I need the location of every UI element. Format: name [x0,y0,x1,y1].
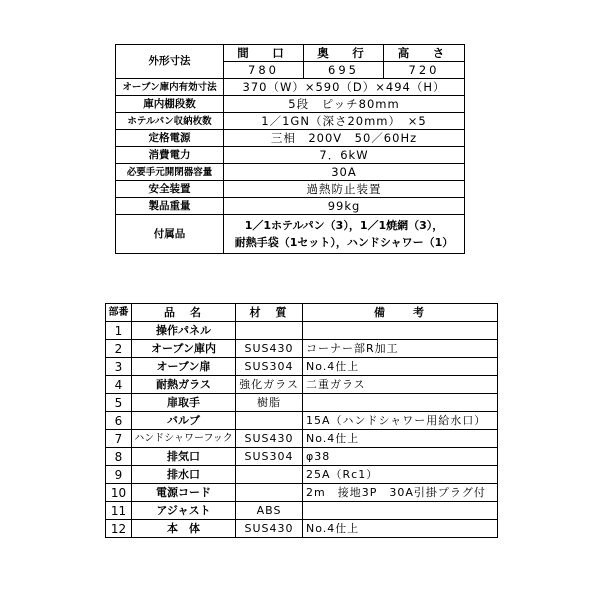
accessories-value [224,215,465,254]
material-header: 材 質 [236,304,303,322]
part-name: ハンドシャワーフック [132,430,236,448]
part-note: No.4仕上 [303,358,498,376]
spec-label: ホテルパン収納枚数 [116,113,224,130]
part-material [236,484,303,502]
part-number: 6 [106,412,132,430]
part-number: 3 [106,358,132,376]
part-number: 7 [106,430,132,448]
part-material [236,412,303,430]
part-number: 1 [106,322,132,340]
spec-row [116,96,465,113]
spec-table [115,44,465,254]
part-material: SUS430 [236,340,303,358]
part-number: 11 [106,502,132,520]
spec-label: 定格電源 [116,130,224,147]
part-name: オーブン扉 [132,358,236,376]
parts-row [106,340,498,358]
dimensions-label: 外形寸法 [116,45,224,79]
parts-row [106,448,498,466]
parts-header-row [106,304,498,322]
spec-label: 庫内棚段数 [116,96,224,113]
spec-value: 過熱防止装置 [224,181,465,198]
part-note: No.4仕上 [303,430,498,448]
width-value: 780 [224,62,304,79]
part-note: 2m 接地3P 30A引掛プラグ付 [303,484,498,502]
part-number: 10 [106,484,132,502]
spec-label: 安全装置 [116,181,224,198]
part-material: 強化ガラス [236,376,303,394]
spec-row [116,181,465,198]
parts-row [106,394,498,412]
parts-row [106,358,498,376]
spec-row [116,147,465,164]
part-material: SUS430 [236,520,303,538]
height-header: 高 さ [384,45,465,62]
parts-row [106,484,498,502]
part-name: 排水口 [132,466,236,484]
parts-row [106,412,498,430]
part-material: ABS [236,502,303,520]
parts-row [106,502,498,520]
part-number: 8 [106,448,132,466]
part-name: 排気口 [132,448,236,466]
part-note: 15A（ハンドシャワー用給水口） [303,412,498,430]
note-header: 備 考 [303,304,498,322]
spec-row [116,164,465,181]
spec-value: 99kg [224,198,465,215]
part-material: SUS304 [236,448,303,466]
part-name: オーブン庫内 [132,340,236,358]
part-material: SUS430 [236,430,303,448]
spec-label: オーブン庫内有効寸法 [116,79,224,96]
part-number: 9 [106,466,132,484]
part-note: φ38 [303,448,498,466]
parts-row [106,376,498,394]
height-value: 720 [384,62,465,79]
spec-label: 消費電力 [116,147,224,164]
part-note: 25A（Rc1） [303,466,498,484]
spec-row [116,130,465,147]
part-name: 操作パネル [132,322,236,340]
spec-value: 7．6kW [224,147,465,164]
part-name: 扉取手 [132,394,236,412]
part-number-header: 部番 [106,304,132,322]
part-note: No.4仕上 [303,520,498,538]
part-note: コーナー部R加工 [303,340,498,358]
parts-table [105,303,498,538]
spec-value: 30A [224,164,465,181]
part-material: 樹脂 [236,394,303,412]
spec-value: 三相 200V 50／60Hz [224,130,465,147]
part-note: 二重ガラス [303,376,498,394]
part-material [236,466,303,484]
spec-dimension-header-row [116,45,465,62]
part-name: 本 体 [132,520,236,538]
part-name: 電源コード [132,484,236,502]
spec-value: 370（W）×590（D）×494（H） [224,79,465,96]
part-material [236,322,303,340]
part-material: SUS304 [236,358,303,376]
part-note [303,394,498,412]
part-note [303,322,498,340]
spec-row [116,198,465,215]
spec-value: 1／1GN（深さ20mm） ×5 [224,113,465,130]
parts-row [106,466,498,484]
parts-row [106,322,498,340]
accessories-row [116,215,465,254]
width-header: 間 口 [224,45,304,62]
accessories-label: 付属品 [116,215,224,254]
part-number: 5 [106,394,132,412]
parts-row [106,430,498,448]
part-name: アジャスト [132,502,236,520]
part-number: 4 [106,376,132,394]
accessories-line: 1／1ホテルパン（3），1／1焼網（3）， [244,219,444,232]
depth-value: 695 [304,62,384,79]
part-number: 12 [106,520,132,538]
spec-row [116,79,465,96]
part-name: 耐熱ガラス [132,376,236,394]
part-name-header: 品 名 [132,304,236,322]
spec-value: 5段 ピッチ80mm [224,96,465,113]
accessories-line: 耐熱手袋（1セット），ハンドシャワー（1） [234,236,454,249]
parts-row [106,520,498,538]
spec-row [116,113,465,130]
part-number: 2 [106,340,132,358]
depth-header: 奥 行 [304,45,384,62]
part-note [303,502,498,520]
part-name: バルブ [132,412,236,430]
spec-label: 必要手元開閉器容量 [116,164,224,181]
spec-label: 製品重量 [116,198,224,215]
